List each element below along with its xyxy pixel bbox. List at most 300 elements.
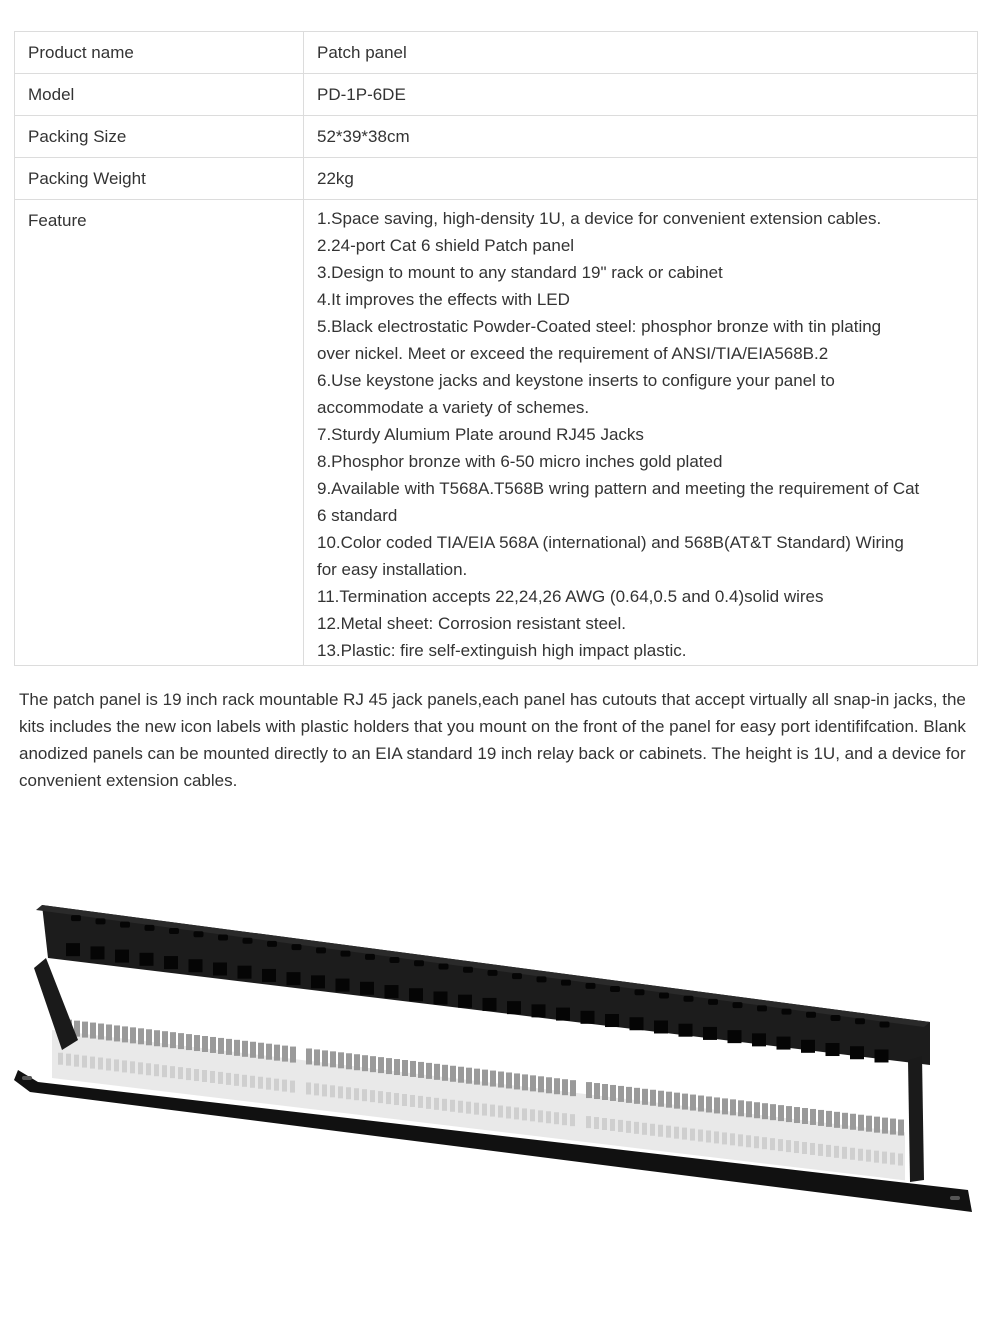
- module-slot: [154, 1064, 159, 1076]
- module-slot: [138, 1062, 143, 1074]
- module-slot: [170, 1066, 175, 1078]
- module-slot: [874, 1151, 879, 1163]
- module-slot: [530, 1109, 535, 1121]
- terminal: [394, 1059, 400, 1075]
- terminal: [658, 1091, 664, 1107]
- module-slot: [266, 1078, 271, 1090]
- module-slot: [642, 1123, 647, 1135]
- module-slot: [410, 1095, 415, 1107]
- module-slot: [706, 1130, 711, 1142]
- port-slot: [507, 1001, 521, 1014]
- spec-value: 22kg: [304, 158, 978, 200]
- module-slot: [242, 1075, 247, 1087]
- module-slot: [474, 1103, 479, 1115]
- feature-list: [317, 205, 964, 664]
- module-slot: [354, 1088, 359, 1100]
- module-slot: [466, 1102, 471, 1114]
- port-bump: [218, 934, 228, 940]
- port-slot: [91, 946, 105, 959]
- port-bump: [414, 960, 424, 966]
- port-slot: [826, 1043, 840, 1056]
- terminal: [362, 1055, 368, 1071]
- port-slot: [532, 1004, 546, 1017]
- terminal: [146, 1029, 152, 1045]
- terminal: [274, 1045, 280, 1061]
- spec-row-feature: [15, 200, 978, 666]
- port-slot: [287, 972, 301, 985]
- terminal: [618, 1086, 624, 1102]
- spec-key: Product name: [15, 32, 304, 74]
- port-bump: [708, 999, 718, 1005]
- module-slot: [570, 1114, 575, 1126]
- terminal: [130, 1027, 136, 1043]
- terminal: [322, 1050, 328, 1066]
- port-slot: [679, 1024, 693, 1037]
- spec-key: Feature: [15, 200, 304, 666]
- port-slot: [262, 969, 276, 982]
- mount-hole: [22, 1076, 32, 1080]
- module-slot: [658, 1125, 663, 1137]
- terminal: [746, 1101, 752, 1117]
- terminal: [722, 1098, 728, 1114]
- terminal: [610, 1085, 616, 1101]
- terminal: [306, 1048, 312, 1064]
- module-slot: [322, 1084, 327, 1096]
- module-slot: [442, 1099, 447, 1111]
- terminal: [450, 1066, 456, 1082]
- feature-line: accommodate a variety of schemes.: [317, 398, 590, 417]
- port-bump: [610, 986, 620, 992]
- terminal: [570, 1080, 576, 1096]
- port-bump: [120, 922, 130, 928]
- port-slot: [66, 943, 80, 956]
- port-slot: [140, 953, 154, 966]
- module-slot: [226, 1073, 231, 1085]
- mount-hole: [950, 1196, 960, 1200]
- module-slot: [346, 1087, 351, 1099]
- module-slot: [882, 1152, 887, 1164]
- terminal: [874, 1117, 880, 1133]
- terminal: [410, 1061, 416, 1077]
- terminal: [842, 1113, 848, 1129]
- spec-value: Patch panel: [304, 32, 978, 74]
- module-slot: [834, 1146, 839, 1158]
- module-slot: [794, 1141, 799, 1153]
- feature-line: 13.Plastic: fire self-extinguish high impact plastic.: [317, 641, 687, 660]
- terminal: [418, 1062, 424, 1078]
- terminal: [266, 1044, 272, 1060]
- port-bump: [194, 931, 204, 937]
- port-bump: [292, 944, 302, 950]
- terminal: [514, 1073, 520, 1089]
- feature-line: 10.Color coded TIA/EIA 568A (international) and 568B(AT&T Standard) Wiring: [317, 533, 904, 552]
- terminal: [154, 1030, 160, 1046]
- spec-table: [14, 31, 978, 666]
- feature-line: 3.Design to mount to any standard 19" rack or cabinet: [317, 263, 723, 282]
- terminal: [714, 1097, 720, 1113]
- port-bump: [145, 925, 155, 931]
- terminal: [290, 1047, 296, 1063]
- terminal: [498, 1072, 504, 1088]
- module-slot: [538, 1110, 543, 1122]
- spec-row-product-name: [15, 32, 978, 74]
- terminal: [850, 1114, 856, 1130]
- module-slot: [82, 1056, 87, 1068]
- feature-cell: [304, 200, 978, 666]
- module-slot: [146, 1063, 151, 1075]
- module-slot: [402, 1094, 407, 1106]
- terminal: [378, 1057, 384, 1073]
- port-slot: [115, 950, 129, 963]
- module-slot: [378, 1091, 383, 1103]
- terminal: [202, 1036, 208, 1052]
- terminal: [122, 1026, 128, 1042]
- port-slot: [850, 1046, 864, 1059]
- terminal: [642, 1089, 648, 1105]
- terminal: [354, 1054, 360, 1070]
- terminal: [882, 1118, 888, 1134]
- terminal: [546, 1077, 552, 1093]
- module-slot: [594, 1117, 599, 1129]
- terminal: [226, 1039, 232, 1055]
- spec-row-model: [15, 74, 978, 116]
- module-slot: [634, 1122, 639, 1134]
- port-bump: [488, 970, 498, 976]
- terminal: [890, 1119, 896, 1135]
- module-slot: [746, 1135, 751, 1147]
- terminal: [834, 1112, 840, 1128]
- module-slot: [554, 1112, 559, 1124]
- port-slot: [385, 985, 399, 998]
- port-slot: [409, 988, 423, 1001]
- port-slot: [875, 1049, 889, 1062]
- terminal: [194, 1035, 200, 1051]
- feature-line: 4.It improves the effects with LED: [317, 290, 570, 309]
- module-slot: [498, 1106, 503, 1118]
- port-bump: [512, 973, 522, 979]
- terminal: [162, 1031, 168, 1047]
- module-slot: [754, 1136, 759, 1148]
- port-slot: [483, 998, 497, 1011]
- port-bump: [365, 954, 375, 960]
- terminal: [538, 1076, 544, 1092]
- terminal: [186, 1034, 192, 1050]
- port-slot: [164, 956, 178, 969]
- terminal: [346, 1053, 352, 1069]
- module-slot: [738, 1134, 743, 1146]
- port-bump: [243, 938, 253, 944]
- module-slot: [306, 1082, 311, 1094]
- module-slot: [522, 1108, 527, 1120]
- terminal: [506, 1072, 512, 1088]
- terminal: [242, 1041, 248, 1057]
- terminal: [234, 1040, 240, 1056]
- module-slot: [386, 1092, 391, 1104]
- port-slot: [311, 975, 325, 988]
- port-bump: [757, 1005, 767, 1011]
- patch-panel-photo: [0, 860, 1000, 1260]
- terminal: [250, 1042, 256, 1058]
- module-slot: [178, 1067, 183, 1079]
- module-slot: [514, 1107, 519, 1119]
- module-slot: [618, 1120, 623, 1132]
- port-bump: [782, 1009, 792, 1015]
- terminal: [90, 1023, 96, 1039]
- port-bump: [684, 996, 694, 1002]
- terminal: [802, 1108, 808, 1124]
- module-slot: [898, 1154, 903, 1166]
- terminal: [786, 1106, 792, 1122]
- module-slot: [330, 1085, 335, 1097]
- terminal: [762, 1103, 768, 1119]
- module-slot: [106, 1058, 111, 1070]
- terminal: [458, 1067, 464, 1083]
- module-slot: [58, 1053, 63, 1065]
- terminal: [178, 1033, 184, 1049]
- spec-value: PD-1P-6DE: [304, 74, 978, 116]
- port-slot: [556, 1008, 570, 1021]
- port-bump: [439, 963, 449, 969]
- terminal: [634, 1088, 640, 1104]
- terminal: [386, 1058, 392, 1074]
- module-slot: [674, 1127, 679, 1139]
- module-slot: [162, 1065, 167, 1077]
- feature-line: 6.Use keystone jacks and keystone inserts to configure your panel to: [317, 371, 835, 390]
- module-slot: [666, 1126, 671, 1138]
- terminal: [490, 1071, 496, 1087]
- terminal: [674, 1093, 680, 1109]
- terminal: [594, 1083, 600, 1099]
- spec-value: 52*39*38cm: [304, 116, 978, 158]
- product-description: The patch panel is 19 inch rack mountable RJ 45 jack panels,each panel has cutouts that accept virtually all snap-in jacks, the kits includes the new icon labels with plastic holders that you mount on the front of the panel for easy port identififcation. Blank anodized panels can be mounted directly to an EIA standard 19 inch relay back or cabinets. The height is 1U, and a device for convenient extension cables.: [19, 690, 966, 790]
- module-slot: [202, 1070, 207, 1082]
- module-slot: [810, 1143, 815, 1155]
- terminal: [898, 1120, 904, 1136]
- terminal: [106, 1024, 112, 1040]
- module-slot: [770, 1138, 775, 1150]
- port-bump: [316, 947, 326, 953]
- terminal: [522, 1074, 528, 1090]
- terminal: [778, 1105, 784, 1121]
- module-slot: [802, 1142, 807, 1154]
- terminal: [170, 1032, 176, 1048]
- module-slot: [394, 1093, 399, 1105]
- module-slot: [850, 1148, 855, 1160]
- module-slot: [114, 1059, 119, 1071]
- module-slot: [482, 1104, 487, 1116]
- port-slot: [189, 959, 203, 972]
- terminal: [114, 1025, 120, 1041]
- terminal: [866, 1116, 872, 1132]
- terminal: [586, 1082, 592, 1098]
- port-slot: [213, 962, 227, 975]
- module-slot: [370, 1090, 375, 1102]
- port-slot: [458, 995, 472, 1008]
- terminal: [858, 1115, 864, 1131]
- right-bracket: [908, 1056, 924, 1182]
- module-slot: [90, 1057, 95, 1069]
- port-slot: [336, 979, 350, 992]
- port-bump: [96, 918, 106, 924]
- port-bump: [586, 983, 596, 989]
- terminal: [690, 1095, 696, 1111]
- port-bump: [659, 992, 669, 998]
- module-slot: [210, 1071, 215, 1083]
- module-slot: [650, 1124, 655, 1136]
- terminal: [770, 1104, 776, 1120]
- feature-line: 9.Available with T568A.T568B wring pattern and meeting the requirement of Cat: [317, 479, 920, 498]
- port-slot: [728, 1030, 742, 1043]
- module-slot: [586, 1116, 591, 1128]
- feature-line: for easy installation.: [317, 560, 468, 579]
- module-slot: [314, 1083, 319, 1095]
- module-slot: [434, 1098, 439, 1110]
- port-bump: [880, 1021, 890, 1027]
- terminal: [818, 1110, 824, 1126]
- module-slot: [122, 1060, 127, 1072]
- module-slot: [690, 1129, 695, 1141]
- terminal: [602, 1084, 608, 1100]
- module-slot: [194, 1069, 199, 1081]
- terminal: [698, 1096, 704, 1112]
- port-bump: [463, 967, 473, 973]
- spec-key: Packing Size: [15, 116, 304, 158]
- feature-line: 1.Space saving, high-density 1U, a device for convenient extension cables.: [317, 209, 882, 228]
- terminal: [426, 1063, 432, 1079]
- module-slot: [274, 1079, 279, 1091]
- port-slot: [605, 1014, 619, 1027]
- port-bump: [831, 1015, 841, 1021]
- spec-key: Model: [15, 74, 304, 116]
- port-slot: [777, 1037, 791, 1050]
- terminal: [98, 1024, 104, 1040]
- terminal: [810, 1109, 816, 1125]
- port-bump: [855, 1018, 865, 1024]
- feature-line: 5.Black electrostatic Powder-Coated steel: phosphor bronze with tin plating: [317, 317, 882, 336]
- feature-line: 11.Termination accepts 22,24,26 AWG (0.64,0.5 and 0.4)solid wires: [317, 587, 824, 606]
- module-slot: [282, 1080, 287, 1092]
- terminal: [330, 1051, 336, 1067]
- terminal: [474, 1069, 480, 1085]
- module-slot: [362, 1089, 367, 1101]
- feature-line: 7.Sturdy Alumium Plate around RJ45 Jacks: [317, 425, 644, 444]
- module-slot: [626, 1121, 631, 1133]
- module-slot: [290, 1081, 295, 1093]
- port-bump: [561, 980, 571, 986]
- port-bump: [537, 976, 547, 982]
- module-slot: [458, 1101, 463, 1113]
- terminal: [650, 1090, 656, 1106]
- terminal: [442, 1065, 448, 1081]
- terminal: [554, 1078, 560, 1094]
- port-bump: [71, 915, 81, 921]
- module-slot: [698, 1130, 703, 1142]
- terminal: [666, 1092, 672, 1108]
- terminal: [402, 1060, 408, 1076]
- module-slot: [722, 1132, 727, 1144]
- terminal: [466, 1068, 472, 1084]
- port-slot: [360, 982, 374, 995]
- spec-row-packing-size: [15, 116, 978, 158]
- terminal: [754, 1102, 760, 1118]
- terminal: [138, 1028, 144, 1044]
- spec-row-packing-weight: [15, 158, 978, 200]
- module-slot: [610, 1119, 615, 1131]
- module-slot: [546, 1111, 551, 1123]
- port-slot: [434, 991, 448, 1004]
- module-slot: [338, 1086, 343, 1098]
- module-slot: [506, 1106, 511, 1118]
- terminal: [682, 1094, 688, 1110]
- terminal: [706, 1096, 712, 1112]
- module-slot: [98, 1058, 103, 1070]
- terminal: [826, 1111, 832, 1127]
- module-slot: [602, 1118, 607, 1130]
- terminal: [738, 1100, 744, 1116]
- module-slot: [250, 1076, 255, 1088]
- terminal: [338, 1052, 344, 1068]
- module-slot: [786, 1140, 791, 1152]
- module-slot: [258, 1077, 263, 1089]
- module-slot: [130, 1061, 135, 1073]
- spec-key: Packing Weight: [15, 158, 304, 200]
- module-slot: [186, 1068, 191, 1080]
- terminal: [314, 1049, 320, 1065]
- port-bump: [806, 1012, 816, 1018]
- module-slot: [818, 1144, 823, 1156]
- module-slot: [426, 1097, 431, 1109]
- module-slot: [490, 1105, 495, 1117]
- module-slot: [858, 1149, 863, 1161]
- module-slot: [234, 1074, 239, 1086]
- port-slot: [238, 966, 252, 979]
- port-slot: [801, 1040, 815, 1053]
- port-bump: [390, 957, 400, 963]
- module-slot: [682, 1128, 687, 1140]
- module-slot: [450, 1100, 455, 1112]
- port-bump: [169, 928, 179, 934]
- module-slot: [74, 1055, 79, 1067]
- port-slot: [654, 1020, 668, 1033]
- terminal: [434, 1064, 440, 1080]
- feature-line: 8.Phosphor bronze with 6-50 micro inches gold plated: [317, 452, 723, 471]
- module-slot: [826, 1145, 831, 1157]
- port-bump: [341, 951, 351, 957]
- module-slot: [866, 1150, 871, 1162]
- feature-line: 6 standard: [317, 506, 398, 525]
- port-slot: [703, 1027, 717, 1040]
- port-bump: [733, 1002, 743, 1008]
- terminal: [730, 1099, 736, 1115]
- port-bump: [267, 941, 277, 947]
- module-slot: [762, 1137, 767, 1149]
- module-slot: [418, 1096, 423, 1108]
- feature-line: 2.24-port Cat 6 shield Patch panel: [317, 236, 575, 255]
- terminal: [258, 1043, 264, 1059]
- module-slot: [842, 1147, 847, 1159]
- feature-line: over nickel. Meet or exceed the requirement of ANSI/TIA/EIA568B.2: [317, 344, 829, 363]
- terminal: [482, 1070, 488, 1086]
- terminal: [282, 1046, 288, 1062]
- port-slot: [630, 1017, 644, 1030]
- module-slot: [714, 1131, 719, 1143]
- feature-line: 12.Metal sheet: Corrosion resistant steel.: [317, 614, 626, 633]
- module-slot: [66, 1054, 71, 1066]
- terminal: [794, 1107, 800, 1123]
- module-slot: [562, 1113, 567, 1125]
- port-slot: [752, 1033, 766, 1046]
- terminal: [562, 1079, 568, 1095]
